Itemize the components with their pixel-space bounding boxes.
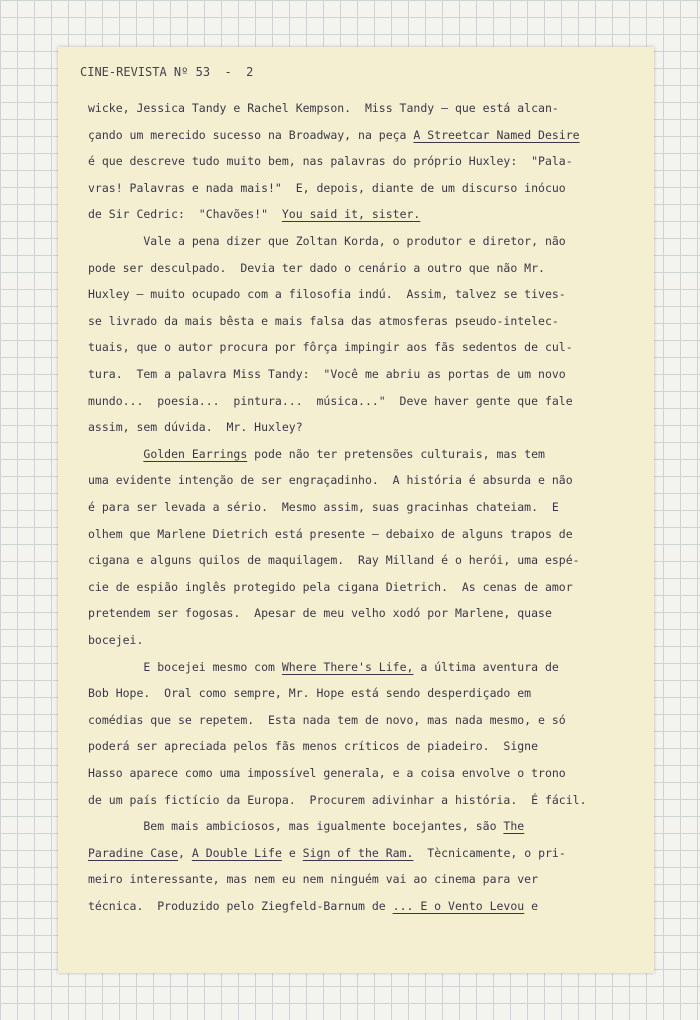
- text-line: [88, 127, 580, 143]
- text-segment: pretendem ser fogosas. Apesar de meu velho xodó por Marlene, quase: [88, 606, 552, 621]
- text-segment: cie de espião inglês protegido pela cigana Dietrich. As cenas de amor: [88, 579, 573, 594]
- text-line: [88, 738, 538, 754]
- underlined-title: Where There's Life,: [281, 659, 414, 674]
- text-line: [88, 898, 538, 914]
- text-segment: Bem mais ambiciosos, mas igualmente bocejantes, são: [88, 819, 504, 834]
- text-segment: olhem que Marlene Dietrich está presente — debaixo de alguns trapos de: [88, 526, 573, 541]
- text-segment: se livrado da mais bêsta e mais falsa das atmosferas pseudo-intelec-: [88, 313, 559, 328]
- text-segment: mundo... poesia... pintura... música..." Deve haver gente que fale: [88, 393, 573, 408]
- text-line: [88, 712, 566, 728]
- text-segment: [88, 447, 143, 461]
- text-line: [88, 792, 587, 808]
- text-segment: Bob Hope. Oral como sempre, Mr. Hope está sendo desperdiçado em: [88, 686, 532, 701]
- text-line: [88, 579, 573, 595]
- text-line: [88, 233, 566, 249]
- text-segment: Tècnicamente, o pri-: [413, 845, 566, 860]
- text-segment: wicke, Jessica Tandy e Rachel Kempson. Miss Tandy — que está alcan-: [88, 101, 559, 115]
- text-line: [88, 206, 420, 222]
- text-line: [88, 871, 538, 887]
- text-line: [88, 659, 559, 675]
- text-segment: de Sir Cedric: "Chavões!": [88, 207, 282, 222]
- text-segment: vras! Palavras e nada mais!" E, depois, diante de um discurso inócuo: [88, 180, 566, 195]
- text-line: [88, 605, 552, 621]
- underlined-title: A Streetcar Named Desire: [413, 127, 580, 142]
- text-line: [88, 765, 566, 781]
- text-line: [88, 286, 566, 302]
- text-line: [88, 153, 573, 169]
- text-segment: bocejei.: [88, 633, 144, 647]
- text-segment: E bocejei mesmo com: [88, 659, 282, 674]
- text-segment: uma evidente intenção de ser engraçadinho. A história é absurda e não: [88, 473, 573, 488]
- text-segment: é para ser levada a sério. Mesmo assim, suas gracinhas chateiam. E: [88, 500, 559, 514]
- underlined-title: ... E o Vento Levou: [392, 899, 525, 913]
- text-line: [88, 526, 573, 542]
- text-line: [88, 632, 143, 648]
- underlined-title: A Double Life: [191, 845, 282, 860]
- text-segment: comédias que se repetem. Esta nada tem de novo, mas nada mesmo, e só: [88, 712, 566, 727]
- text-segment: de um país fictício da Europa. Procurem adivinhar a história. É fácil.: [88, 792, 587, 807]
- text-line: [88, 818, 524, 834]
- underlined-title: The: [503, 819, 525, 834]
- page-header: CINE-REVISTA Nº 53 - 2: [80, 65, 254, 79]
- underlined-title: You said it, sister.: [281, 207, 421, 222]
- text-segment: Vale a pena dizer que Zoltan Korda, o produtor e diretor, não: [88, 234, 566, 248]
- text-line: [88, 419, 303, 435]
- text-segment: ,: [178, 845, 192, 860]
- text-segment: e: [524, 899, 539, 913]
- text-segment: tura. Tem a palavra Miss Tandy: "Você me abriu as portas de um novo: [88, 367, 566, 381]
- text-line: [88, 339, 573, 355]
- text-line: [88, 472, 573, 488]
- underlined-title: Golden Earrings: [143, 446, 248, 461]
- text-line: [88, 685, 531, 701]
- text-segment: técnica. Produzido pelo Ziegfeld-Barnum de: [88, 899, 393, 913]
- text-line: [88, 552, 580, 568]
- text-segment: Hasso aparece como uma impossível generala, e a coisa envolve o trono: [88, 766, 566, 780]
- text-segment: a última aventura de: [413, 659, 559, 674]
- text-segment: assim, sem dúvida. Mr. Huxley?: [88, 420, 303, 435]
- text-line: [88, 393, 573, 409]
- underlined-title: Paradine Case: [88, 845, 179, 860]
- text-segment: e: [281, 845, 303, 860]
- text-line: [88, 313, 559, 329]
- text-line: [88, 845, 566, 861]
- underlined-title: Sign of the Ram.: [302, 845, 414, 860]
- text-line: [88, 100, 559, 116]
- text-segment: Huxley — muito ocupado com a filosofia indú. Assim, talvez se tives-: [88, 287, 566, 302]
- text-segment: poderá ser apreciada pelos fãs menos críticos de piadeiro. Signe: [88, 739, 539, 754]
- text-line: [88, 446, 545, 462]
- text-segment: pode ser desculpado. Devia ter dado o cenário a outro que não Mr.: [88, 260, 545, 275]
- text-line: [88, 260, 545, 276]
- text-segment: çando um merecido sucesso na Broadway, na peça: [88, 127, 414, 142]
- text-line: [88, 180, 566, 196]
- text-segment: cigana e alguns quilos de maquilagem. Ray Milland é o herói, uma espé-: [88, 553, 580, 568]
- text-line: [88, 366, 566, 382]
- text-segment: tuais, que o autor procura por fôrça impingir aos fãs sedentos de cul-: [88, 340, 573, 355]
- text-line: [88, 499, 559, 515]
- text-segment: é que descreve tudo muito bem, nas palavras do próprio Huxley: "Pala-: [88, 154, 573, 169]
- text-segment: pode não ter pretensões culturais, mas tem: [247, 446, 545, 461]
- text-segment: meiro interessante, mas nem eu nem ninguém vai ao cinema para ver: [88, 872, 539, 887]
